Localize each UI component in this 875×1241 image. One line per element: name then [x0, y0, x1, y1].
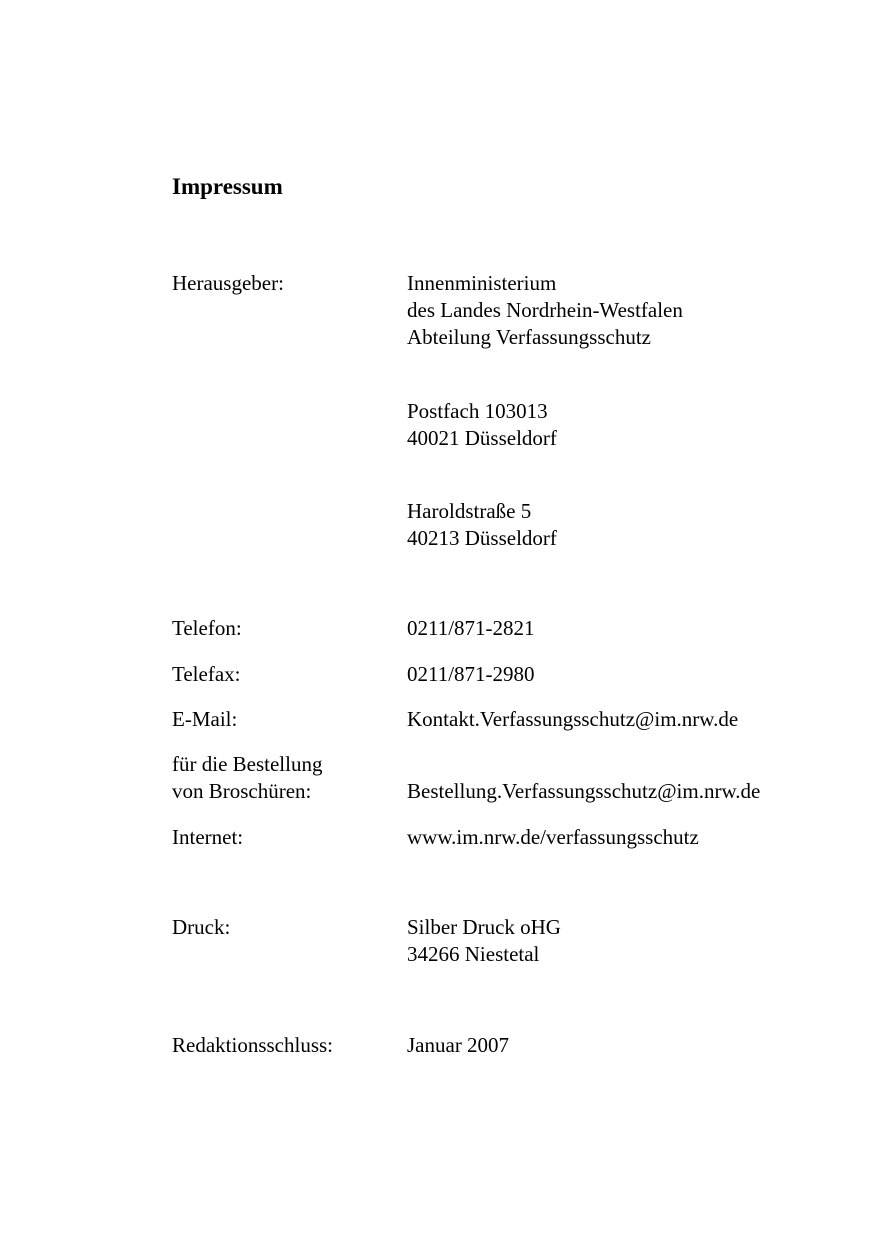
druck-city-line: 34266 Niestetal [407, 942, 540, 966]
telefax-label: Telefax: [172, 662, 241, 686]
postfach-line: Postfach 103013 [407, 399, 548, 423]
street-address [407, 498, 557, 552]
telefon-label: Telefon: [172, 616, 242, 640]
postfach-address [407, 398, 557, 452]
email-value: Kontakt.Verfassungsschutz@im.nrw.de [407, 707, 739, 731]
druck-company-line: Silber Druck oHG [407, 915, 561, 939]
telefax-value: 0211/871-2980 [407, 662, 535, 686]
herausgeber-org-line: Innenministerium [407, 271, 557, 295]
herausgeber-org-line: des Landes Nordrhein-Westfalen [407, 298, 683, 322]
bestellung-email-value: Bestellung.Verfassungsschutz@im.nrw.de [407, 779, 761, 803]
street-city-line: 40213 Düsseldorf [407, 526, 557, 550]
herausgeber-organisation [407, 270, 683, 351]
bestellung-label-line: von Broschüren: [172, 779, 312, 803]
telefon-value: 0211/871-2821 [407, 616, 535, 640]
redaktionsschluss-label: Redaktionsschluss: [172, 1033, 333, 1057]
internet-label: Internet: [172, 825, 244, 849]
bestellung-label-line: für die Bestellung [172, 752, 323, 776]
email-label: E-Mail: [172, 707, 238, 731]
druck-value [407, 914, 561, 968]
herausgeber-org-line: Abteilung Verfassungsschutz [407, 325, 651, 349]
postfach-city-line: 40021 Düsseldorf [407, 426, 557, 450]
redaktionsschluss-value: Januar 2007 [407, 1033, 510, 1057]
street-line: Haroldstraße 5 [407, 499, 532, 523]
page-title: Impressum [172, 174, 283, 199]
druck-label: Druck: [172, 915, 231, 939]
herausgeber-label: Herausgeber: [172, 271, 284, 295]
bestellung-label [172, 751, 322, 805]
internet-value: www.im.nrw.de/verfassungsschutz [407, 825, 699, 849]
